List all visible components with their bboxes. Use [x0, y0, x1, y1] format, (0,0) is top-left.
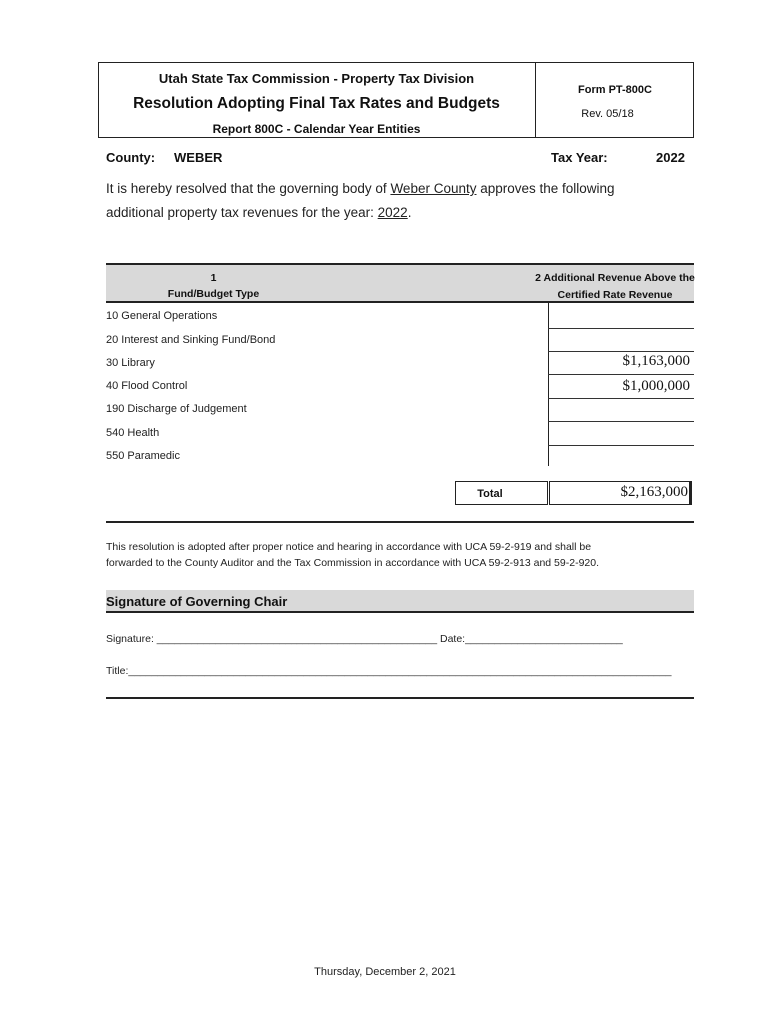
county-label: County: [106, 150, 156, 165]
title-line[interactable]: Title:_____________________________________________________________________________________________ [106, 665, 672, 677]
form-number: Form PT-800C [578, 84, 652, 96]
header-divider [535, 62, 536, 138]
resolution-text: It is hereby resolved that the governing body of [106, 181, 391, 196]
report-name: Report 800C - Calendar Year Entities [212, 122, 421, 136]
resolution-text: . [407, 205, 412, 220]
section-divider [106, 521, 694, 523]
signature-heading: Signature of Governing Chair [106, 594, 288, 609]
fund-row-amount: $1,163,000 [622, 353, 690, 369]
tax-year-value: 2022 [656, 150, 685, 165]
resolution-line-1 [106, 181, 615, 196]
resolution-year: 2022 [377, 205, 408, 220]
fund-row-label: 190 Discharge of Judgement [106, 403, 247, 415]
row-divider [548, 328, 694, 329]
row-divider [548, 421, 694, 422]
form-title: Resolution Adopting Final Tax Rates and Budgets [133, 95, 500, 112]
notice-line-2: forwarded to the County Auditor and the Tax Commission in accordance with UCA 59-2-913 and 59-2-920. [106, 557, 600, 569]
resolution-line-2 [106, 205, 411, 220]
column-header-fund [106, 270, 321, 302]
notice-line-1: This resolution is adopted after proper notice and hearing in accordance with UCA 59-2-919 and shall be [106, 541, 592, 553]
row-divider [548, 374, 694, 375]
signature-date-line[interactable]: Signature: ________________________________________________ Date:___________________________ [106, 633, 623, 645]
row-divider [548, 398, 694, 399]
total-label: Total [477, 488, 503, 500]
fund-row-label: 30 Library [106, 357, 155, 369]
resolution-text: additional property tax revenues for the year: [106, 205, 378, 220]
column-title: Fund/Budget Type [167, 288, 260, 300]
column-title-line-2: Certified Rate Revenue [557, 289, 673, 301]
row-divider [548, 445, 694, 446]
tax-year-label: Tax Year: [551, 150, 608, 165]
agency-name: Utah State Tax Commission - Property Tax Division [158, 71, 475, 86]
footer-date: Thursday, December 2, 2021 [314, 966, 456, 978]
entity-name: Weber County [390, 181, 477, 196]
fund-row-label: 40 Flood Control [106, 380, 188, 392]
fund-row-label: 20 Interest and Sinking Fund/Bond [106, 334, 276, 346]
fund-row-label: 10 General Operations [106, 310, 218, 322]
fund-row-label: 540 Health [106, 427, 160, 439]
form-revision: Rev. 05/18 [581, 108, 634, 120]
column-header-revenue [532, 270, 698, 304]
fund-row-label: 550 Paramedic [106, 450, 180, 462]
signature-bottom-rule [106, 697, 694, 699]
fund-row-amount: $1,000,000 [622, 378, 690, 394]
county-value: WEBER [174, 150, 223, 165]
total-value: $2,163,000 [620, 484, 688, 500]
resolution-text: approves the following [476, 181, 615, 196]
column-number: 1 [210, 272, 217, 284]
row-divider [548, 351, 694, 352]
column-title-line-1: 2 Additional Revenue Above the [535, 272, 695, 284]
